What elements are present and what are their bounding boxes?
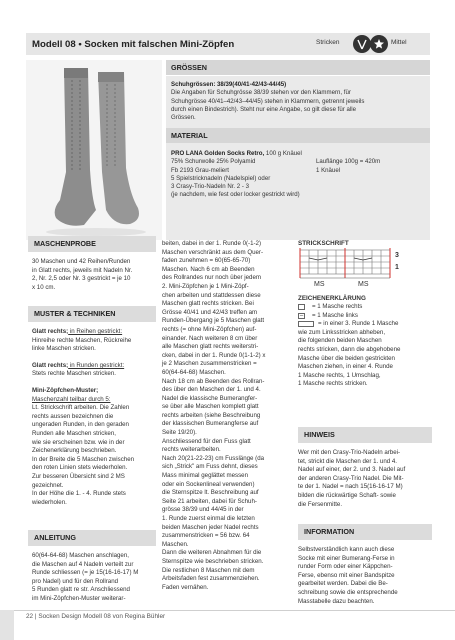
muster-heading: MUSTER & TECHNIKEN <box>28 306 156 322</box>
anleitung-line: Nadel die klassische Bumerangfer- <box>162 394 258 402</box>
material-row: 75% Schurwolle 25% Polyamid Lauflänge 100g = 420m <box>171 158 381 166</box>
muster-text: Glatt rechts; in Reihen gestrickt: Hinreihe rechte Maschen, Rückreihe linke Maschen stricken. Glatt rechts; in Runden gestrickt: Stets rechte Maschen stricken. Mini-Zöpfchen-Muster; Maschenzahl teilbar durch 5: Lt. Strickschrift arbeiten. Die Zahlen rechts aussen bezeichnen die ungeraden Runden, in den geraden Runden alle Maschen stricken, wie sie erscheinen bzw. wie in der Zeichenerklärung beschrieben. In der Breite die 5 Maschen zwischen den roten Linien stets wiederholen. Zur besseren Übersicht sind 2 MS gezeichnet. In der Höhe die 1. - 4. Runde stets wiederholen. <box>32 328 135 506</box>
material-heading: MATERIAL <box>166 128 430 143</box>
product-photo <box>26 60 162 240</box>
needles-icon <box>353 35 371 53</box>
anleitung-line: Maschen verschränkt aus dem Quer- <box>162 248 264 256</box>
groessen-line: Schuhgrössen: 38/39(40/41-42/43-44/45) <box>171 81 287 88</box>
groessen-line: Die Angaben für Schuhgrösse 38/39 stehen vor den Klammern, für <box>171 89 351 97</box>
anleitung-line: Maschen. Nach 6 cm ab Beenden <box>162 265 255 273</box>
groessen-line: Schuhgrösse 40/41–42/43–44/45) stehen in Klammern, getrennt jeweils <box>171 97 365 105</box>
page-title: Modell 08 • Socken mit falschen Mini-Zöpfen <box>32 38 235 50</box>
anleitung-line: einander. Nach weiteren 8 cm über <box>162 334 258 342</box>
anleitung-line: chen arbeiten und stattdessen diese <box>162 291 261 299</box>
anleitung-line: des über den Maschen der 1. und 4. <box>162 386 261 394</box>
footer: 22 | Socken Design Modell 08 von Regina Bühler <box>26 613 166 620</box>
anleitung-line: Runden-Übergang je 5 Maschen glatt <box>162 317 265 325</box>
knitting-chart <box>298 248 433 290</box>
anleitung-line: rechts weiterarbeiten. <box>162 446 221 454</box>
material-yarn: PRO LANA Golden Socks Retro, 100 g Knäuel <box>171 150 302 157</box>
anleitung-line: Maschen glatt rechts stricken. Bei <box>162 300 254 308</box>
strickschrift-heading: STRICKSCHRIFT <box>298 240 349 247</box>
anleitung-line: je 2 Maschen zusammenstricken = <box>162 360 257 368</box>
anleitung-line: des Rollrandes nur noch über jedem <box>162 274 261 282</box>
title-bar <box>26 33 430 55</box>
anleitung-line: Seite 21 arbeiten, dabei für Schuh- <box>162 497 257 505</box>
anleitung-line: der klassischen Bumerangferse auf <box>162 420 259 428</box>
maschenprobe-text: 30 Maschen und 42 Reihen/Runden in Glatt rechts, jeweils mit Nadeln Nr. 2, Nr. 2,5 oder Nr. 3 gestrickt = je 10 x 10 cm. <box>32 258 133 291</box>
anleitung-line: grösse 38/39 und 44/45 in der <box>162 506 244 514</box>
anleitung-text-col2 <box>162 240 292 592</box>
anleitung-line: cken, dabei in der 1. Runde 0(1-1-2) x <box>162 351 266 359</box>
page-edge-marker <box>0 610 14 640</box>
anleitung-line: 2. Mini-Zöpfchen je 1 Mini-Zöpf- <box>162 282 249 290</box>
row-number-1: 1 <box>395 264 399 271</box>
information-heading: INFORMATION <box>298 524 432 540</box>
anleitung-line: Nach 18 cm ab Beenden des Rollran- <box>162 377 265 385</box>
material-row: Fb 2193 Grau-meliert 1 Knäuel <box>171 166 341 174</box>
anleitung-line: Seite 19/20). <box>162 429 197 437</box>
hinweis-text: Wer mit den Crasy-Trio-Nadeln arbei- tet, strickt die Maschen der 1. und 4. Nadel auf einer, der 2. und 3. Nadel auf der anderen Crasy-Trio Nadel. Die Mit- te der 1. Nadel = nach 15(16-16-17 M) bilden die rückwärtige Schaft- sowie die Fersenmitte. <box>298 449 406 508</box>
groessen-heading: GRÖSSEN <box>166 60 430 75</box>
yarn-ball-icon <box>370 35 388 53</box>
anleitung-line: se über alle Maschen komplett glatt <box>162 403 259 411</box>
anleitung-line: Sternspitze wie beschrieben stricken. <box>162 557 264 565</box>
groessen-line: Grössen. <box>171 114 196 122</box>
anleitung-line: beiten, dabei in der 1. Runde 0(-1-2) <box>162 240 261 247</box>
anleitung-line: rechts (= ohne Mini-Zöpfchen) auf- <box>162 325 257 333</box>
groessen-line: durch einen Bindestrich). Steht nur eine Angabe, so gilt diese für alle <box>171 105 356 113</box>
anleitung-line: sich „Strick" am Fuss dehnt, dieses <box>162 463 258 471</box>
footer-rule <box>0 610 455 611</box>
anleitung-line: Die restlichen 8 Maschen mit dem <box>162 566 255 574</box>
anleitung-line: faden zunehmen = 60(65-65-70) <box>162 257 251 265</box>
row-number-3: 3 <box>395 252 399 259</box>
anleitung-line: Faden vernähen. <box>162 583 209 591</box>
anleitung-line: die Sternspitze lt. Beschreibung auf <box>162 489 259 497</box>
level-label-stricken: Stricken <box>316 39 340 46</box>
material-line: 3 Crasy-Trio-Nadeln Nr. 2 - 3 <box>171 183 249 191</box>
anleitung-line: oder ein Sockenlineal verwenden) <box>162 480 255 488</box>
anleitung-line: zusammenstricken = 56 bzw. 64 <box>162 532 250 540</box>
material-line: 5 Spielstricknadeln (Nadelspiel) oder <box>171 174 271 182</box>
hinweis-heading: HINWEIS <box>298 427 432 443</box>
level-label-mittel: Mittel <box>391 39 407 46</box>
anleitung-line: Arbeitsfaden fest zusammenziehen. <box>162 575 260 583</box>
material-line: (je nachdem, wie fest oder locker gestrickt wird) <box>171 191 300 199</box>
material-box <box>166 144 430 240</box>
anleitung-line: Mass minimal geglättet messen <box>162 472 249 480</box>
anleitung-line: Anschliessend für den Fuss glatt <box>162 437 251 445</box>
anleitung-line: Maschen. <box>162 540 189 548</box>
information-text: Selbstverständlich kann auch diese Socke mit einer Bumerang-Ferse in runder Form oder einer Käppchen- Ferse, ebenso mit einer Bandspitze gearbeitet werden. Dabei die Be- schreibung sowie die entsprechende Masstabelle dazu beachten. <box>298 546 398 605</box>
anleitung-line: rechts arbeiten (siehe Beschreibung <box>162 411 261 419</box>
maschenprobe-heading: MASCHENPROBE <box>28 236 156 252</box>
anleitung-line: Grösse 40/41 und 42/43 treffen am <box>162 308 258 316</box>
anleitung-line: 60(64-64-68) Maschen. <box>162 368 226 376</box>
ms-label: MS <box>314 281 325 288</box>
anleitung-text-col1: 60(64-64-68) Maschen anschlagen, die Maschen auf 4 Nadeln verteilt zur Runde schliessen (= je 15(16-16-17) M pro Nadel) und für den Rollrand 5 Runden glatt re str. Anschliessend im Mini-Zöpfchen-Muster weiterar- <box>32 552 139 602</box>
zeichenerklaerung-heading: ZEICHENERKLÄRUNG <box>298 295 366 302</box>
anleitung-heading: ANLEITUNG <box>28 530 156 546</box>
anleitung-line: 1. Runde zuerst einmal die letzten <box>162 515 255 522</box>
anleitung-line: Nach 20(21-22-23) cm Fusslänge (da <box>162 454 265 462</box>
anleitung-line: beiden Maschen jeder Nadel rechts <box>162 523 259 531</box>
zeichenerklaerung-text: = 1 Masche rechts – = 1 Masche links = in einer 3. Runde 1 Masche wie zum Linksstricken abheben, die folgenden beiden Maschen rechts stricken, dann die abgehobene Masche über die beiden gestrickten Maschen ziehen, in einer 4. Runde 1 Masche rechts, 1 Umschlag, 1 Masche rechts stricken. <box>298 303 401 388</box>
anleitung-line: Dann die weiteren Abnahmen für die <box>162 549 262 557</box>
anleitung-line: alle Maschen glatt rechts weiterstri- <box>162 343 259 351</box>
ms-label: MS <box>358 281 369 288</box>
